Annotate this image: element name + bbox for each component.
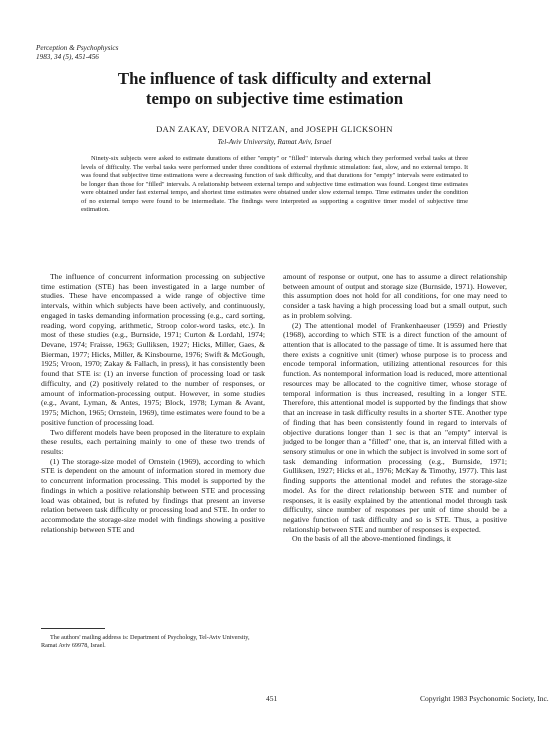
body-paragraph: Two different models have been proposed in the literature to explain these results, each pertaining mainly to one of these two trends of results: [41,427,265,456]
journal-header [36,44,118,62]
author-footnote: The authors' mailing address is: Department of Psychology, Tel-Aviv University, Ramat Aviv 69978, Israel. [41,634,250,649]
body-paragraph: (1) The storage-size model of Ornstein (1969), according to which STE is dependent on the amount of information stored in memory due to concurrent information processing. This model is supported by the findings in which a positive relationship between STE and processing load was obtained, but is refuted by findings that present an inverse relation between task difficulty or processing load and STE. In order to accommodate the storage-size model with findings showing a positive relationship between STE and [41,456,265,534]
page-number: 451 [266,694,278,703]
body-column-left [41,272,265,534]
title-line-1: The influence of task difficulty and external [117,69,432,88]
affiliation: Tel-Aviv University, Ramat Aviv, Israel [217,137,332,146]
body-paragraph: amount of response or output, one has to assume a direct relationship between amount of output and storage size (Burnside, 1971). However, this assumption does not hold for all conditions, for one may need to consider a task having a high processing load but a small output, such as in problem solving. [283,272,507,320]
copyright-notice: Copyright 1983 Psychonomic Society, Inc. [420,694,549,703]
body-paragraph: On the basis of all the above-mentioned findings, it [292,534,452,544]
body-column-right [283,272,507,544]
body-paragraph: (2) The attentional model of Frankenhaeuser (1959) and Priestly (1968), according to which STE is a direct function of the amount of attention that is allocated to the passage of time. It is assumed here that there exists a cognitive unit (timer) whose purpose is to process and encode temporal information, utilizing attentional resources for this function. As nontemporal information load is reduced, more attentional resources may be allocated to the cognitive timer, whose storage of temporal information is thus increased, resulting in a longer STE. Therefore, this attentional model is supported by the findings that show that an increase in task difficulty results in a shorter STE. Another type of finding that has been consistently found in regard to intervals of objective durations longer than 1 sec is that an "empty" interval is judged to be longer than a "filled" one, that is, an interval filled with a sensory stimulus or one in which the subject is involved in some sort of task demanding information processing (e.g., Burnside, 1971; Gulliksen, 1927; Hicks et al., 1976; McKay & Timothy, 1977). This last finding supports the attentional model and refutes the storage-size model. As for the direct relationship between STE and number of responses, it is easily explained by the attentional model through task difficulty, since number of responses per unit of time should be a negative function of task difficulty and so is STE. Thus, a positive relationship between STE and number of responses is expected. [283,320,507,534]
abstract: Ninety-six subjects were asked to estimate durations of either "empty" or "filled" intervals during which they performed verbal tasks at three levels of difficulty. The verbal tasks were performed under three conditions of external rhythmic stimulation: fast, slow, and no external tempo. It was found that subjective time estimations were a decreasing function of task difficulty, and that durations for "empty" intervals were estimated to be longer than those for "filled" intervals. A relationship between external tempo and subjective time estimation was found. Longest time estimates were obtained under fast external tempo, and shortest time estimates were obtained under slow external tempo. Time estimates under the condition of no external tempo were found to be intermediate. The findings were interpreted as supporting a cognitive timer model of subjective time estimation. [81,155,468,214]
body-paragraph: The influence of concurrent information processing on subjective time estimation (STE) has been investigated in a large number of studies. These have encompassed a wide range of objective time intervals, within which subjects have been actively, and continuously, engaged in tasks demanding information processing (e.g., card sorting, reading, word copying, arithmetic, Stroop color-word tasks, etc.). In most of these studies (e.g., Burnside, 1971; Curton & Lordahl, 1974; Devane, 1974; Fraisse, 1963; Gulliksen, 1927; Hicks, Miller, Gaes, & Bierman, 1977; Hicks, Miller, & Kinsbourne, 1976; Swift & McGough, 1925; Vroon, 1970; Zakay & Fallach, in press), it has consistently been found that STE is: (1) an inverse function of processing load or task difficulty, and (2) positively related to the number of responses, or amount of information-processing output. However, in some studies (e.g., Avant, Lyman, & Antes, 1975; Block, 1978; Lyman & Avant, 1975; Michon, 1965; Ornstein, 1969), time estimates were found to be a positive function of processing load. [41,272,265,427]
title-line-2: tempo on subjective time estimation [145,89,404,108]
author-list: DAN ZAKAY, DEVORA NITZAN, and JOSEPH GLICKSOHN [156,125,393,134]
journal-name: Perception & Psychophysics [36,44,119,52]
footnote-divider [41,628,105,629]
paper-title [40,69,509,109]
journal-citation: 1983, 34 (5), 451-456 [36,53,99,61]
